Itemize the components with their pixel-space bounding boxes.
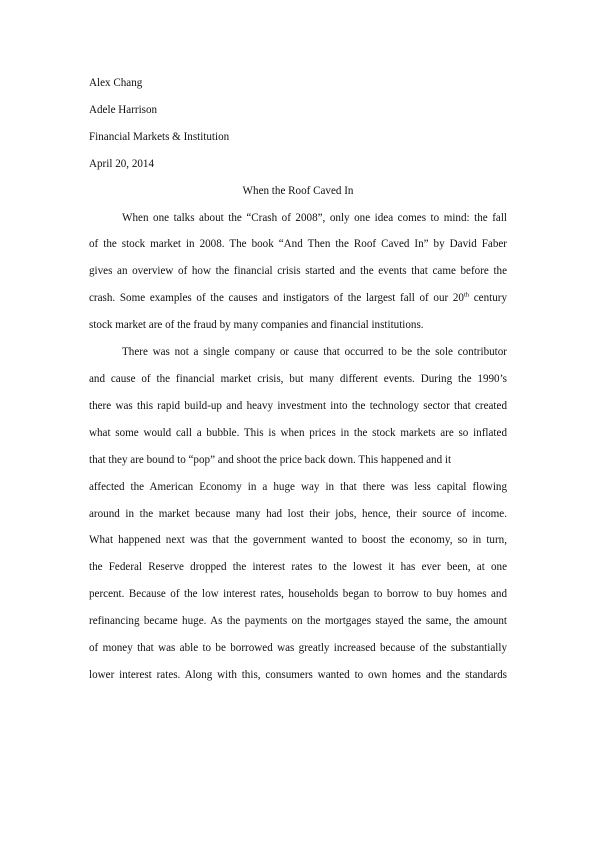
instructor-name: Adele Harrison bbox=[89, 103, 158, 116]
paragraph-line: There was not a single company or cause that occurred to be the sole contributor bbox=[122, 346, 507, 359]
paragraph-line: of the stock market in 2008. The book “And Then the Roof Caved In” by David Faber bbox=[89, 238, 507, 251]
paragraph-line: what some would call a bubble. This is when prices in the stock markets are so inflated bbox=[89, 426, 507, 439]
paragraph-line: of money that was able to be borrowed was greatly increased because of the substantially bbox=[89, 642, 507, 655]
paragraph-line: What happened next was that the government wanted to boost the economy, so in turn, bbox=[89, 534, 507, 547]
paragraph-2 bbox=[89, 339, 507, 689]
paragraph-line: that they are bound to “pop” and shoot the price back down. This happened and it bbox=[89, 453, 452, 466]
author-name: Alex Chang bbox=[89, 77, 143, 89]
course-name: Financial Markets & Institution bbox=[89, 130, 230, 143]
paragraph-line: affected the American Economy in a huge way in that there was less capital flowing bbox=[89, 480, 507, 493]
paragraph-line bbox=[89, 285, 507, 312]
paragraph-1 bbox=[89, 205, 507, 340]
paragraph-line: When one talks about the “Crash of 2008”, only one idea comes to mind: the fall bbox=[122, 211, 507, 224]
ordinal-suffix: th bbox=[463, 291, 470, 299]
paragraph-line: gives an overview of how the financial crisis started and the events that came before the bbox=[89, 265, 507, 278]
paragraph-line: the Federal Reserve dropped the interest rates to the lowest it has ever been, at one bbox=[89, 561, 507, 574]
paragraph-line: around in the market because many had lost their jobs, hence, their source of income. bbox=[89, 507, 507, 520]
document-date: April 20, 2014 bbox=[89, 157, 155, 170]
document-body bbox=[89, 70, 507, 689]
document-title: When the Roof Caved In bbox=[242, 184, 354, 197]
paragraph-line: and cause of the financial market crisis, but many different events. During the 1990’s bbox=[89, 372, 507, 385]
line-text: century bbox=[469, 292, 507, 305]
line-text: crash. Some examples of the causes and instigators of the largest fall of our 20 bbox=[89, 292, 464, 305]
paragraph-line: refinancing became huge. As the payments on the mortgages stayed the same, the amount bbox=[89, 615, 507, 628]
paragraph-line: lower interest rates. Along with this, consumers wanted to own homes and the standards bbox=[89, 668, 507, 681]
paragraph-line: there was this rapid build-up and heavy investment into the technology sector that created bbox=[89, 399, 507, 412]
paragraph-line: stock market are of the fraud by many companies and financial institutions. bbox=[89, 319, 424, 332]
paragraph-line: percent. Because of the low interest rates, households began to borrow to buy homes and bbox=[89, 588, 507, 601]
